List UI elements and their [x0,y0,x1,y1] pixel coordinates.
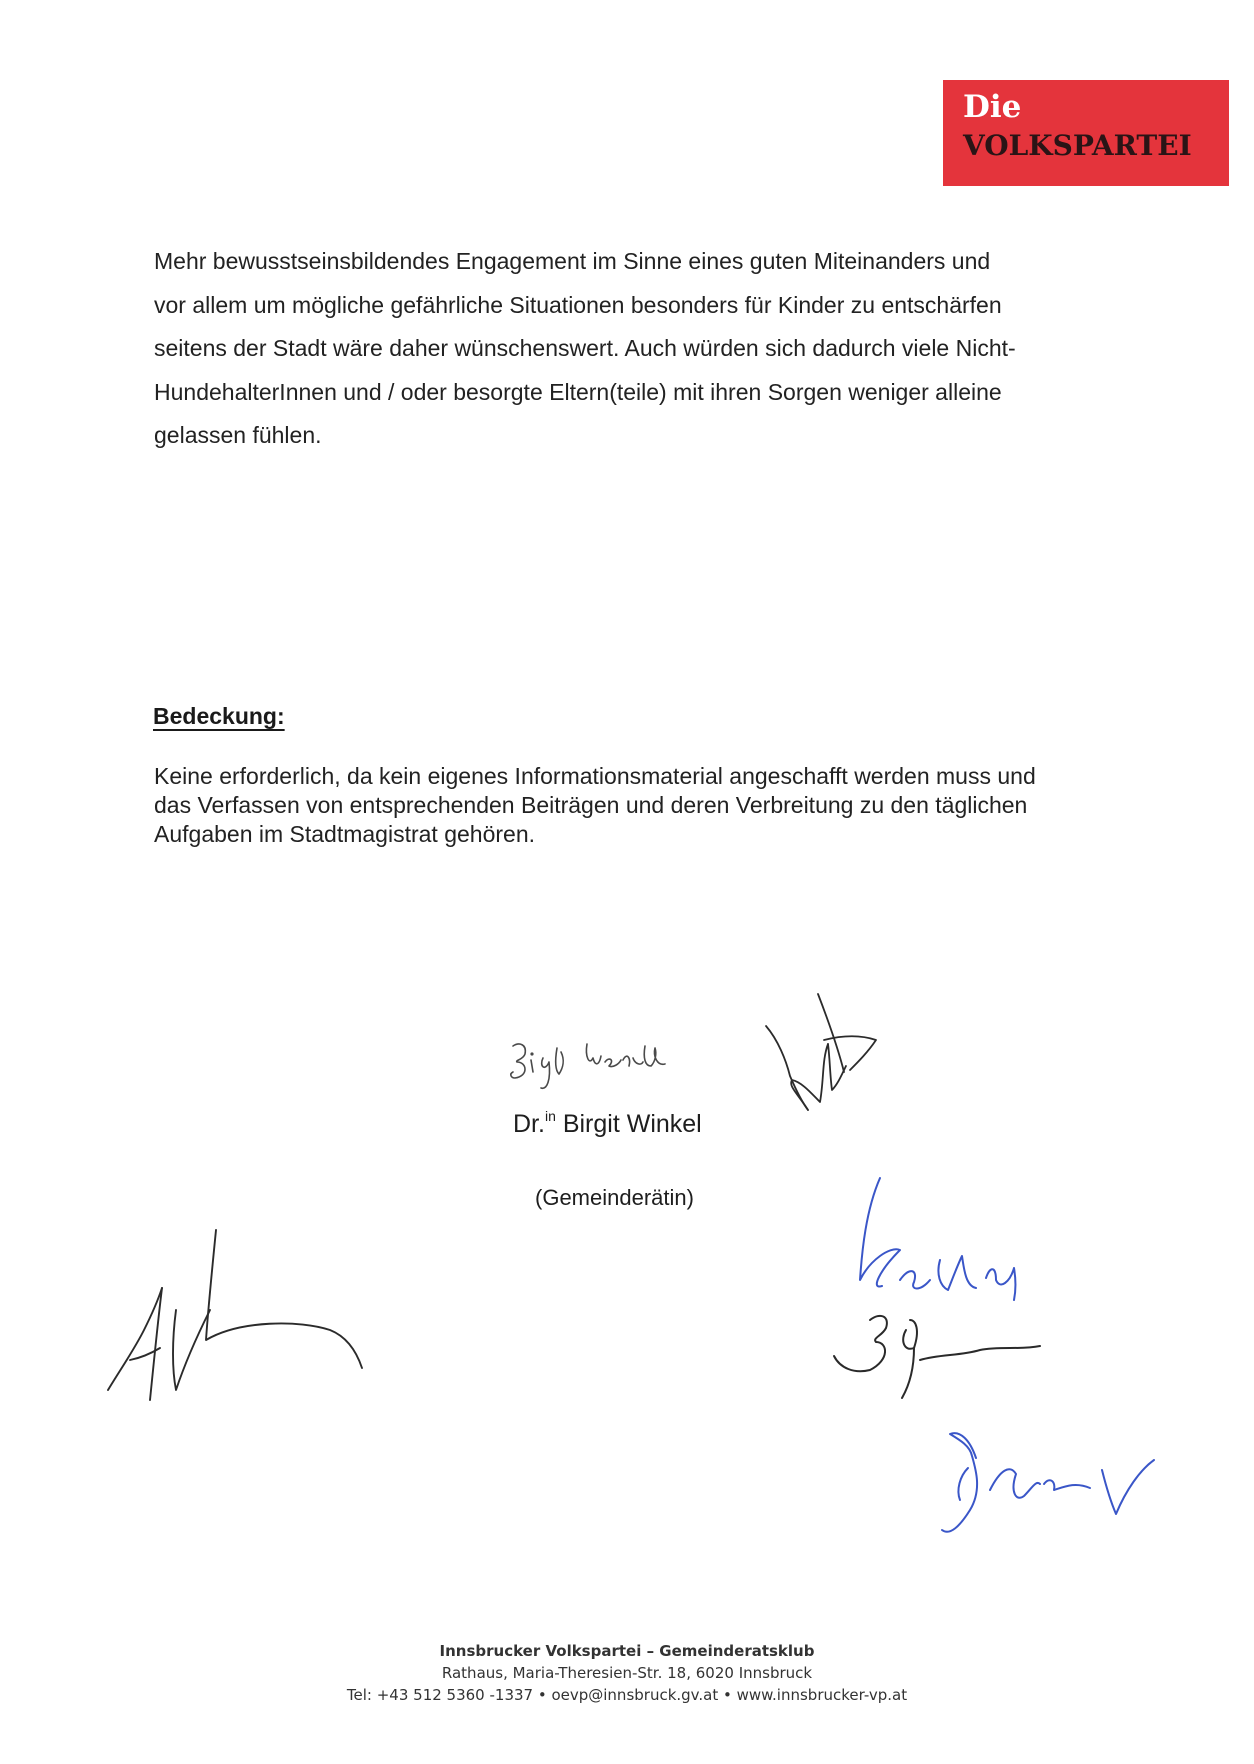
signature-blue-cluster [810,1170,1210,1580]
body-paragraph-engagement [154,240,1114,458]
footer-organization: Innsbrucker Volkspartei – Gemeinderatsklub [439,1642,815,1660]
coverage-heading: Bedeckung: [153,703,285,729]
signatory-name [513,1110,702,1139]
page-footer [0,1640,1254,1706]
signature-birgit-winkel [505,1032,705,1092]
footer-address: Rathaus, Maria-Theresien-Str. 18, 6020 Innsbruck [441,1664,813,1682]
footer-contact: Tel: +43 512 5360 -1337 • oevp@innsbruck.gv.at • www.innsbrucker-vp.at [346,1686,908,1704]
paragraph-line: gelassen fühlen. [154,422,322,449]
signatory-title-prefix: Dr. [513,1110,545,1138]
signature-bottom-left [100,1220,380,1420]
logo-text-volkspartei: VOLKSPARTEI [963,129,1192,162]
paragraph-line: vor allem um mögliche gefährliche Situationen besonders für Kinder zu entschärfen [154,291,1002,318]
paragraph-line: Mehr bewusstseinsbildendes Engagement im Sinne eines guten Miteinanders und [154,248,991,274]
signature-black-scribble [758,990,908,1140]
paragraph-line: das Verfassen von entsprechenden Beiträgen und deren Verbreitung zu den täglichen [154,792,1028,818]
paragraph-line: Keine erforderlich, da kein eigenes Informationsmaterial angeschafft werden muss und [154,763,1036,789]
signatory-role: (Gemeinderätin) [535,1185,694,1210]
coverage-paragraph [154,762,1114,849]
paragraph-line: Aufgaben im Stadtmagistrat gehören. [154,821,536,847]
party-logo [943,80,1229,186]
logo-text-die: Die [963,89,1022,125]
signatory-title-suffix: in [544,1108,556,1124]
signatory-full-name: Birgit Winkel [562,1110,702,1138]
paragraph-line: HundehalterInnen und / oder besorgte Eltern(teile) mit ihren Sorgen weniger alleine [154,378,1002,405]
paragraph-line: seitens der Stadt wäre daher wünschenswert. Auch würden sich dadurch viele Nicht- [154,335,1016,362]
